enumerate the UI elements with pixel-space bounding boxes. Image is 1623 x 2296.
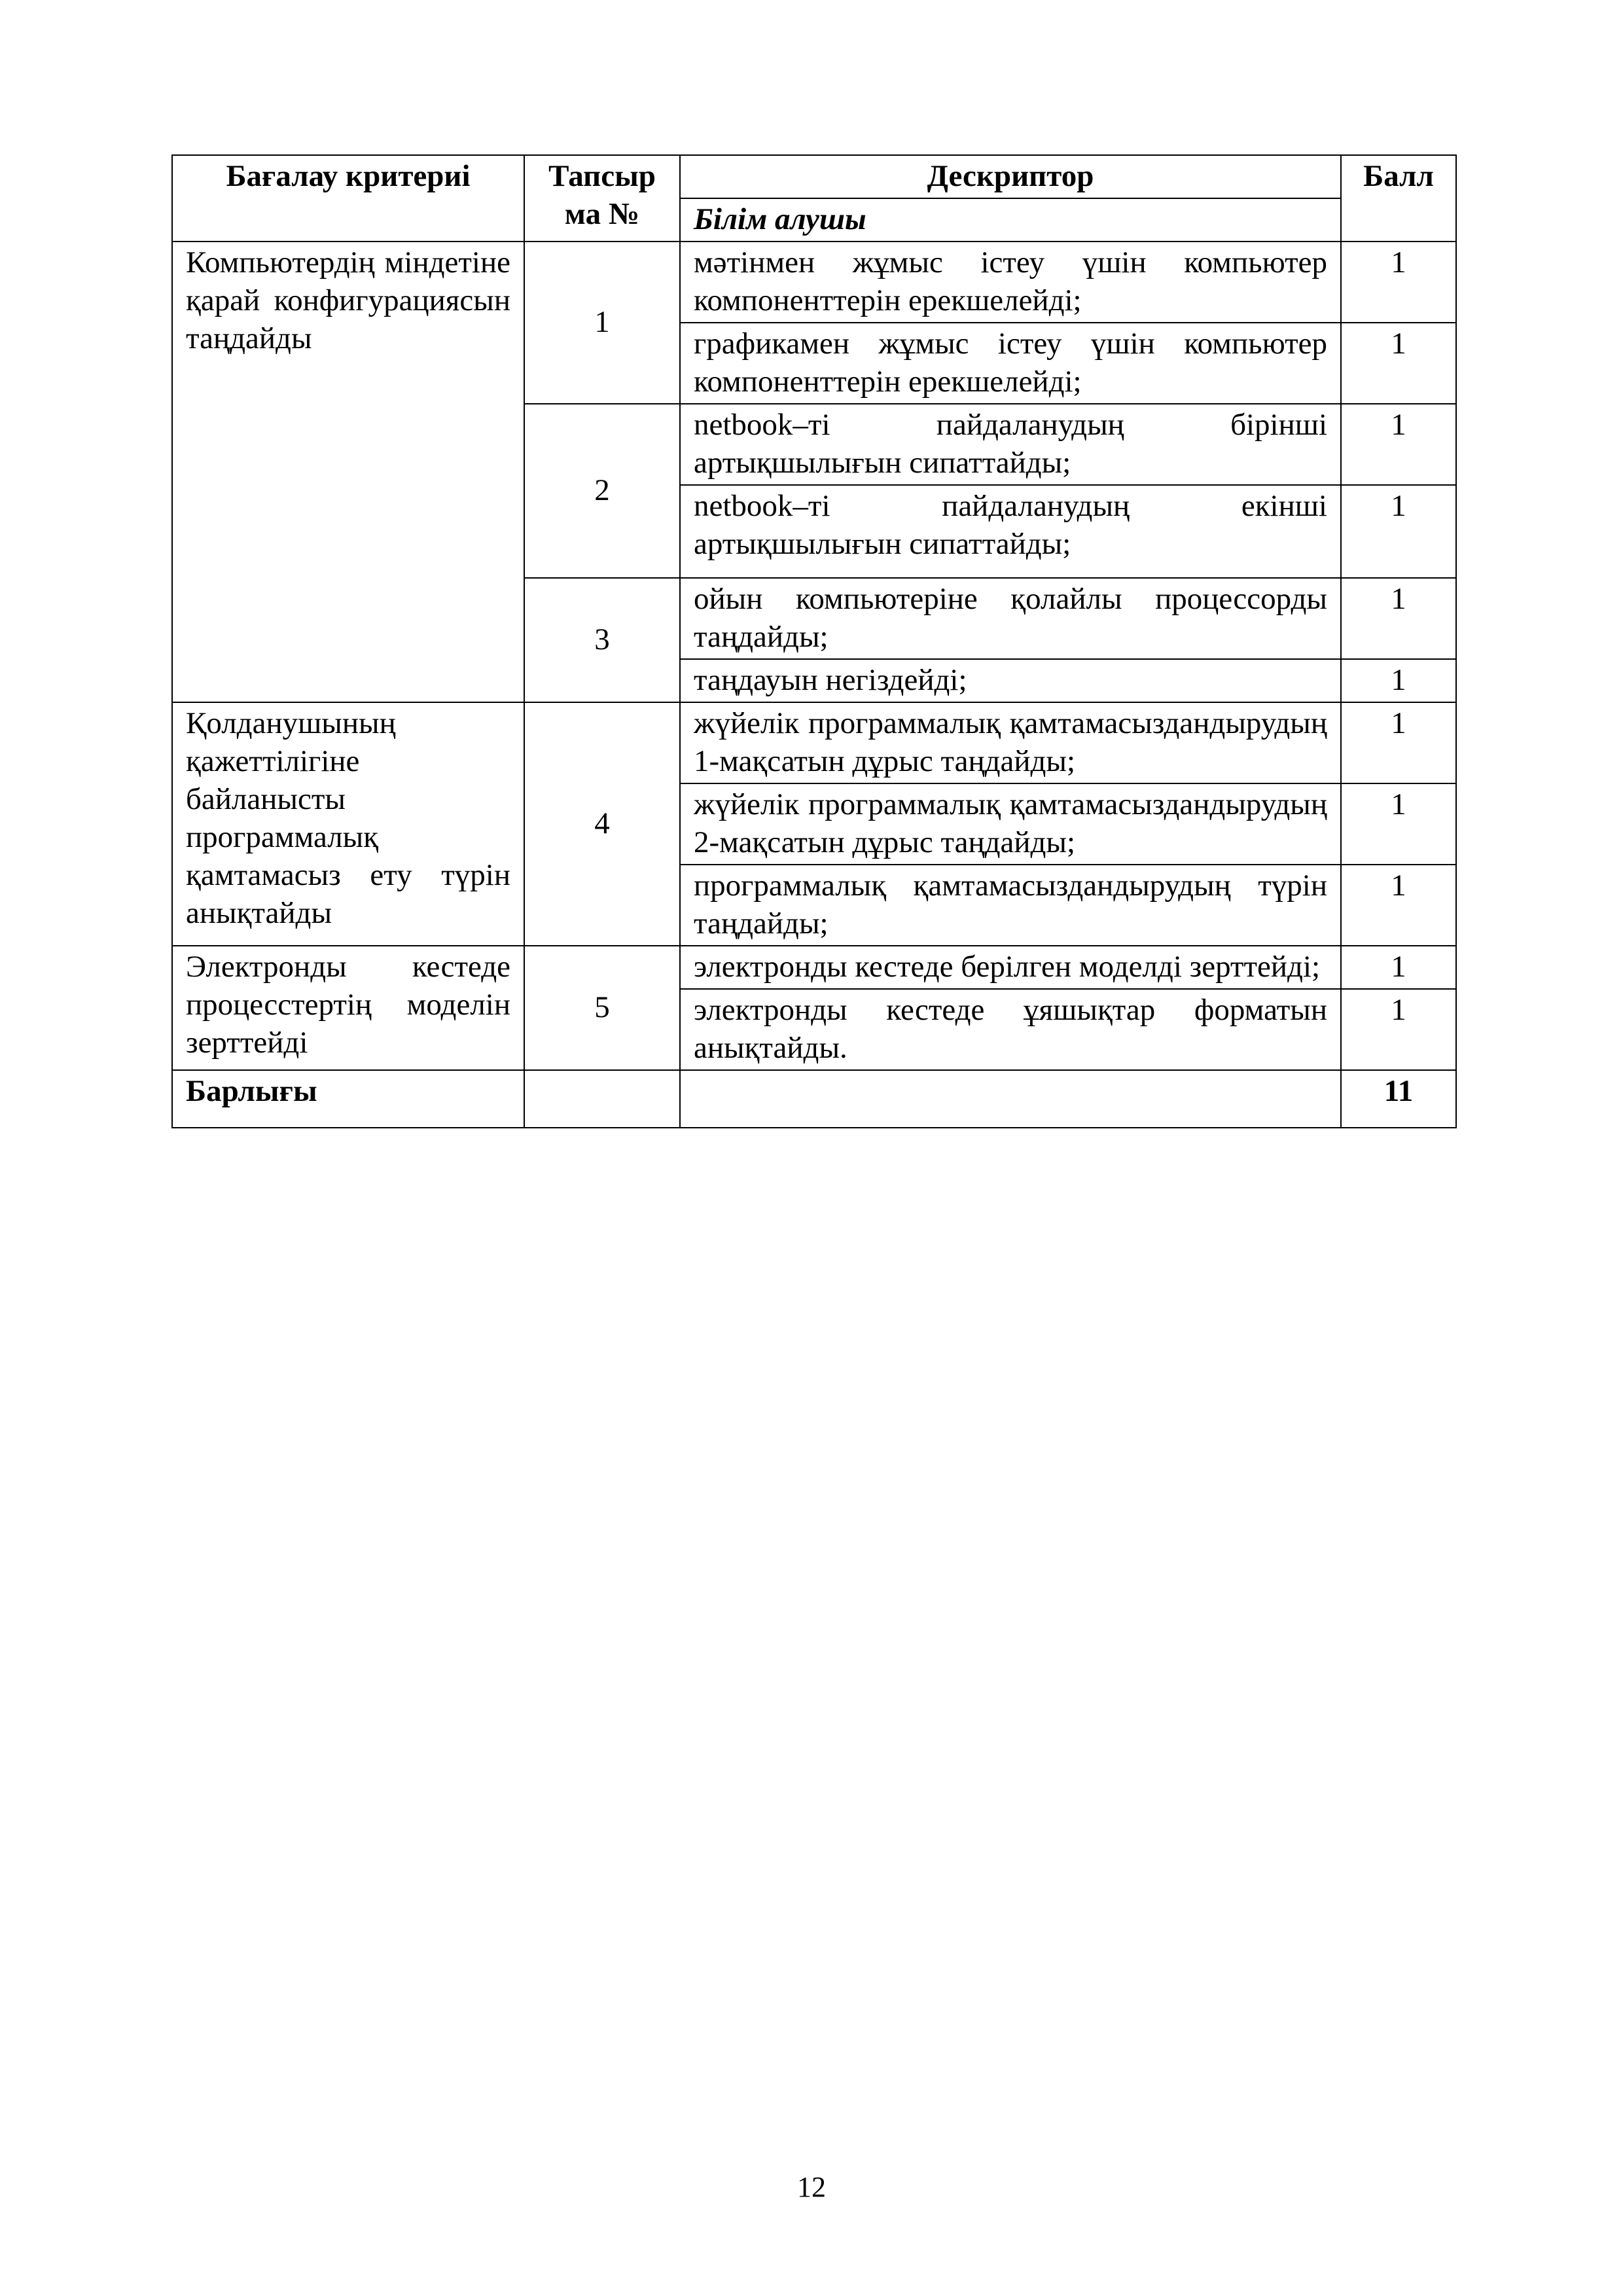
score-cell: 1 — [1341, 578, 1456, 659]
criterion-cell: Компьютердің міндетіне қарай конфигурациясын таңдайды — [172, 242, 524, 702]
descriptor-cell: графикамен жұмыс істеу үшін компьютер компоненттерін ерекшелейді; — [680, 323, 1341, 404]
task-number-cell: 5 — [524, 946, 680, 1070]
score-cell: 1 — [1341, 659, 1456, 702]
descriptor-cell: электронды кестеде ұяшықтар форматын анықтайды. — [680, 989, 1341, 1070]
header-criterion: Бағалау критериі — [172, 155, 524, 242]
descriptor-cell: netbook–ті пайдаланудың бірінші артықшылығын сипаттайды; — [680, 404, 1341, 485]
score-cell: 1 — [1341, 485, 1456, 578]
score-cell: 1 — [1341, 865, 1456, 946]
score-cell: 1 — [1341, 989, 1456, 1070]
page-number: 12 — [797, 2171, 826, 2203]
score-cell: 1 — [1341, 702, 1456, 783]
assessment-rubric-table — [171, 154, 1457, 1128]
table-row — [172, 946, 1456, 989]
table-row — [172, 702, 1456, 783]
total-label: Барлығы — [172, 1070, 524, 1128]
criterion-cell: Қолданушының қажеттілігіне байланысты программалық қамтамасыз ету түрін анықтайды — [172, 702, 524, 946]
descriptor-cell: таңдауын негіздейді; — [680, 659, 1341, 702]
task-number-cell: 3 — [524, 578, 680, 702]
score-cell: 1 — [1341, 242, 1456, 323]
total-task-empty — [524, 1070, 680, 1128]
score-cell: 1 — [1341, 404, 1456, 485]
header-task: Тапсыр ма № — [524, 155, 680, 242]
total-row — [172, 1070, 1456, 1128]
header-descriptor-sub: Білім алушы — [680, 198, 1341, 242]
score-cell: 1 — [1341, 783, 1456, 865]
task-number-cell: 1 — [524, 242, 680, 404]
total-score: 11 — [1341, 1070, 1456, 1128]
descriptor-cell: netbook–ті пайдаланудың екінші артықшылығын сипаттайды; — [680, 485, 1341, 578]
task-number-cell: 4 — [524, 702, 680, 946]
descriptor-cell: мәтінмен жұмыс істеу үшін компьютер компоненттерін ерекшелейді; — [680, 242, 1341, 323]
descriptor-cell: ойын компьютеріне қолайлы процессорды таңдайды; — [680, 578, 1341, 659]
header-score: Балл — [1341, 155, 1456, 242]
descriptor-cell: жүйелік программалық қамтамасыздандырудың 1-мақсатын дұрыс таңдайды; — [680, 702, 1341, 783]
table-row — [172, 242, 1456, 323]
score-cell: 1 — [1341, 323, 1456, 404]
task-number-cell: 2 — [524, 404, 680, 578]
total-descriptor-empty — [680, 1070, 1341, 1128]
descriptor-cell: программалық қамтамасыздандырудың түрін таңдайды; — [680, 865, 1341, 946]
header-descriptor: Дескриптор — [680, 155, 1341, 198]
header-row — [172, 155, 1456, 198]
score-cell: 1 — [1341, 946, 1456, 989]
criterion-cell: Электронды кестеде процесстертің моделін зерттейді — [172, 946, 524, 1070]
descriptor-cell: электронды кестеде берілген моделді зерттейді; — [680, 946, 1341, 989]
descriptor-cell: жүйелік программалық қамтамасыздандырудың 2-мақсатын дұрыс таңдайды; — [680, 783, 1341, 865]
